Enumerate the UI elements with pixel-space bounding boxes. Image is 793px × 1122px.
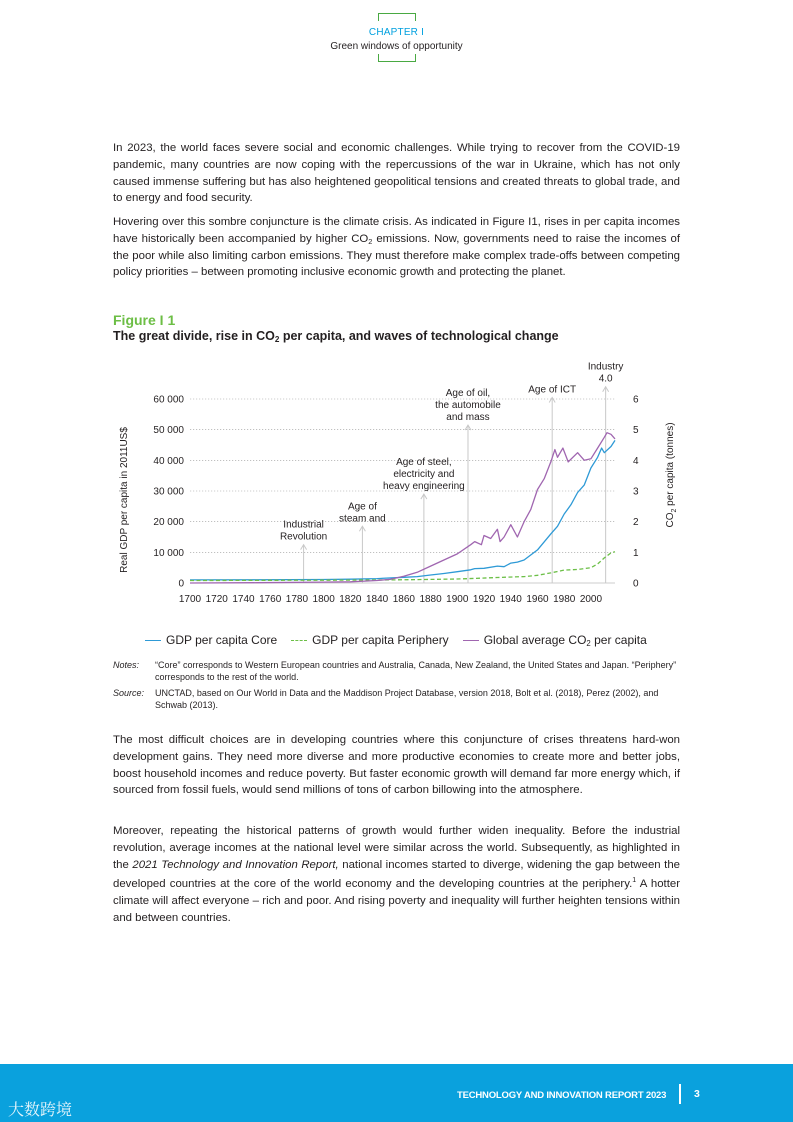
legend-label-co2: Global average $CO_2$ per capita <box>483 633 647 648</box>
x-tick-label: 1720 <box>205 594 228 605</box>
legend-item-periphery <box>291 633 449 647</box>
annotation-label: Industry <box>587 361 624 373</box>
source-text: UNCTAD, based on Our World in Data and the Maddison Project Database, version 2018, Bolt et al. (2018), Perez (2002), and Schwab (2013). <box>155 688 659 710</box>
annotation-label: Age of steel, <box>396 457 452 469</box>
y-right-tick-label: 1 <box>633 547 639 559</box>
x-tick-label: 1940 <box>499 594 522 605</box>
legend-swatch-co2 <box>463 640 479 641</box>
y-axis-right-title: $CO_2$ per capita (tonnes) <box>665 422 678 528</box>
header-bracket-top <box>378 13 416 21</box>
x-tick-label: 1800 <box>312 594 335 605</box>
figure-label: Figure I 1 <box>113 312 176 328</box>
annotation-label: heavy engineering <box>383 481 465 493</box>
annotation-label: Industrial <box>283 519 324 531</box>
figure-title: The great divide, rise in $CO_2$ per capita, and waves of technological change <box>113 329 559 345</box>
x-tick-label: 1920 <box>472 594 496 605</box>
source-key: Source: <box>113 688 145 698</box>
x-tick-label: 1840 <box>365 594 389 605</box>
y-axis-left-title: Real GDP per capita in 2011US$ <box>119 427 130 573</box>
x-tick-label: 1980 <box>553 594 576 605</box>
x-tick-label: 1860 <box>392 594 415 605</box>
chapter-label: CHAPTER I <box>368 27 425 38</box>
x-tick-label: 1780 <box>285 594 309 605</box>
figure-source <box>113 687 683 711</box>
annotation-label: and mass <box>446 412 490 424</box>
page-number: 3 <box>694 1088 700 1100</box>
x-tick-label: 1880 <box>419 594 442 605</box>
annotation-label: Age of oil, <box>445 388 491 400</box>
y-left-tick-label: 40 000 <box>153 455 184 467</box>
y-left-tick-label: 60 000 <box>153 394 184 406</box>
figure-chart <box>110 360 678 615</box>
figure-notes <box>113 659 683 683</box>
legend-swatch-core <box>145 640 161 641</box>
chart-legend <box>145 633 647 647</box>
annotation-label: Revolution <box>279 531 328 543</box>
y-left-tick-label: 30 000 <box>153 486 184 498</box>
y-left-tick-label: 20 000 <box>153 517 184 529</box>
series-line-co2 <box>190 433 615 583</box>
y-right-tick-label: 4 <box>633 455 639 467</box>
y-right-tick-label: 5 <box>633 425 639 437</box>
x-tick-label: 1960 <box>526 594 549 605</box>
y-left-tick-label: 0 <box>178 578 184 590</box>
page-footer <box>0 1064 793 1122</box>
chapter-subtitle: Green windows of opportunity <box>330 41 463 52</box>
paragraph-3: The most difficult choices are in developing countries where this conjuncture of crises threatens hard-won development gains. They need more diverse and more productive economies to create more and better jobs, boost household incomes and reduce poverty. But faster economic growth will demand far more energy which, if sourced from fossil fuels, would send millions of tons of carbon billowing into the atmosphere. <box>113 734 680 797</box>
legend-swatch-periphery <box>291 640 307 641</box>
x-tick-label: 1740 <box>232 594 255 605</box>
legend-item-co2 <box>463 633 647 647</box>
legend-item-core <box>145 633 277 647</box>
footer-divider <box>679 1084 681 1104</box>
legend-label-core: GDP per capita Core <box>166 633 278 647</box>
header-bracket-bottom <box>378 54 416 62</box>
x-tick-label: 2000 <box>579 594 603 605</box>
annotation-label: steam and <box>339 513 386 525</box>
notes-text: “Core” corresponds to Western European countries and Australia, Canada, New Zealand, the United States and Japan. “Periphery” corresponds to the rest of the world. <box>155 660 677 682</box>
annotation-label: electricity and <box>393 469 455 481</box>
x-tick-label: 1700 <box>178 594 202 605</box>
y-right-tick-label: 0 <box>633 578 639 590</box>
annotation-label: the automobile <box>435 400 501 412</box>
paragraph-1: In 2023, the world faces severe social and economic challenges. While trying to recover from the COVID-19 pandemic, many countries are now coping with the repercussions of the war in Ukraine, which has not only caused immense suffering but has also heightened geopolitical tensions and created threats to global trade, and to energy and food security. <box>113 142 680 205</box>
footer-report-title: TECHNOLOGY AND INNOVATION REPORT 2023 <box>457 1090 667 1101</box>
x-tick-label: 1900 <box>446 594 469 605</box>
watermark-logo: 大数跨境 <box>8 1102 73 1119</box>
paragraph-4: Moreover, repeating the historical patterns of growth would further widen inequality. Before the industrial revolution, average incomes at the national level were similar across the world. Subsequently, as highlighted in the 2021 Technology and Innovation Report, national incomes started to diverge, widening the gap between the developed countries at the core of the world economy and the developing countries at the periphery.$^1$ A hotter climate will affect everyone – rich and poor. And rising poverty and inequality will further heighten tensions within and between countries. <box>113 825 681 924</box>
y-left-tick-label: 10 000 <box>153 547 184 559</box>
annotation-label: Age of ICT <box>528 384 577 396</box>
y-left-tick-label: 50 000 <box>153 425 184 437</box>
y-right-tick-label: 2 <box>633 517 639 529</box>
annotation-label: 4.0 <box>598 373 613 385</box>
y-right-tick-label: 6 <box>633 394 639 406</box>
x-tick-label: 1820 <box>339 594 362 605</box>
legend-label-periphery: GDP per capita Periphery <box>312 633 449 647</box>
x-tick-label: 1760 <box>259 594 282 605</box>
notes-key: Notes: <box>113 660 140 670</box>
annotation-label: Age of <box>347 501 377 513</box>
paragraph-2: Hovering over this sombre conjuncture is the climate crisis. As indicated in Figure I1, rises in per capita incomes have historically been accompanied by higher $CO_2$ emissions. Now, governments need to raise the incomes of the poor while also limiting carbon emissions. They must therefore make complex trade-offs between competing policy priorities – between promoting inclusive economic growth and protecting the planet. <box>113 216 680 279</box>
y-right-tick-label: 3 <box>633 486 639 498</box>
